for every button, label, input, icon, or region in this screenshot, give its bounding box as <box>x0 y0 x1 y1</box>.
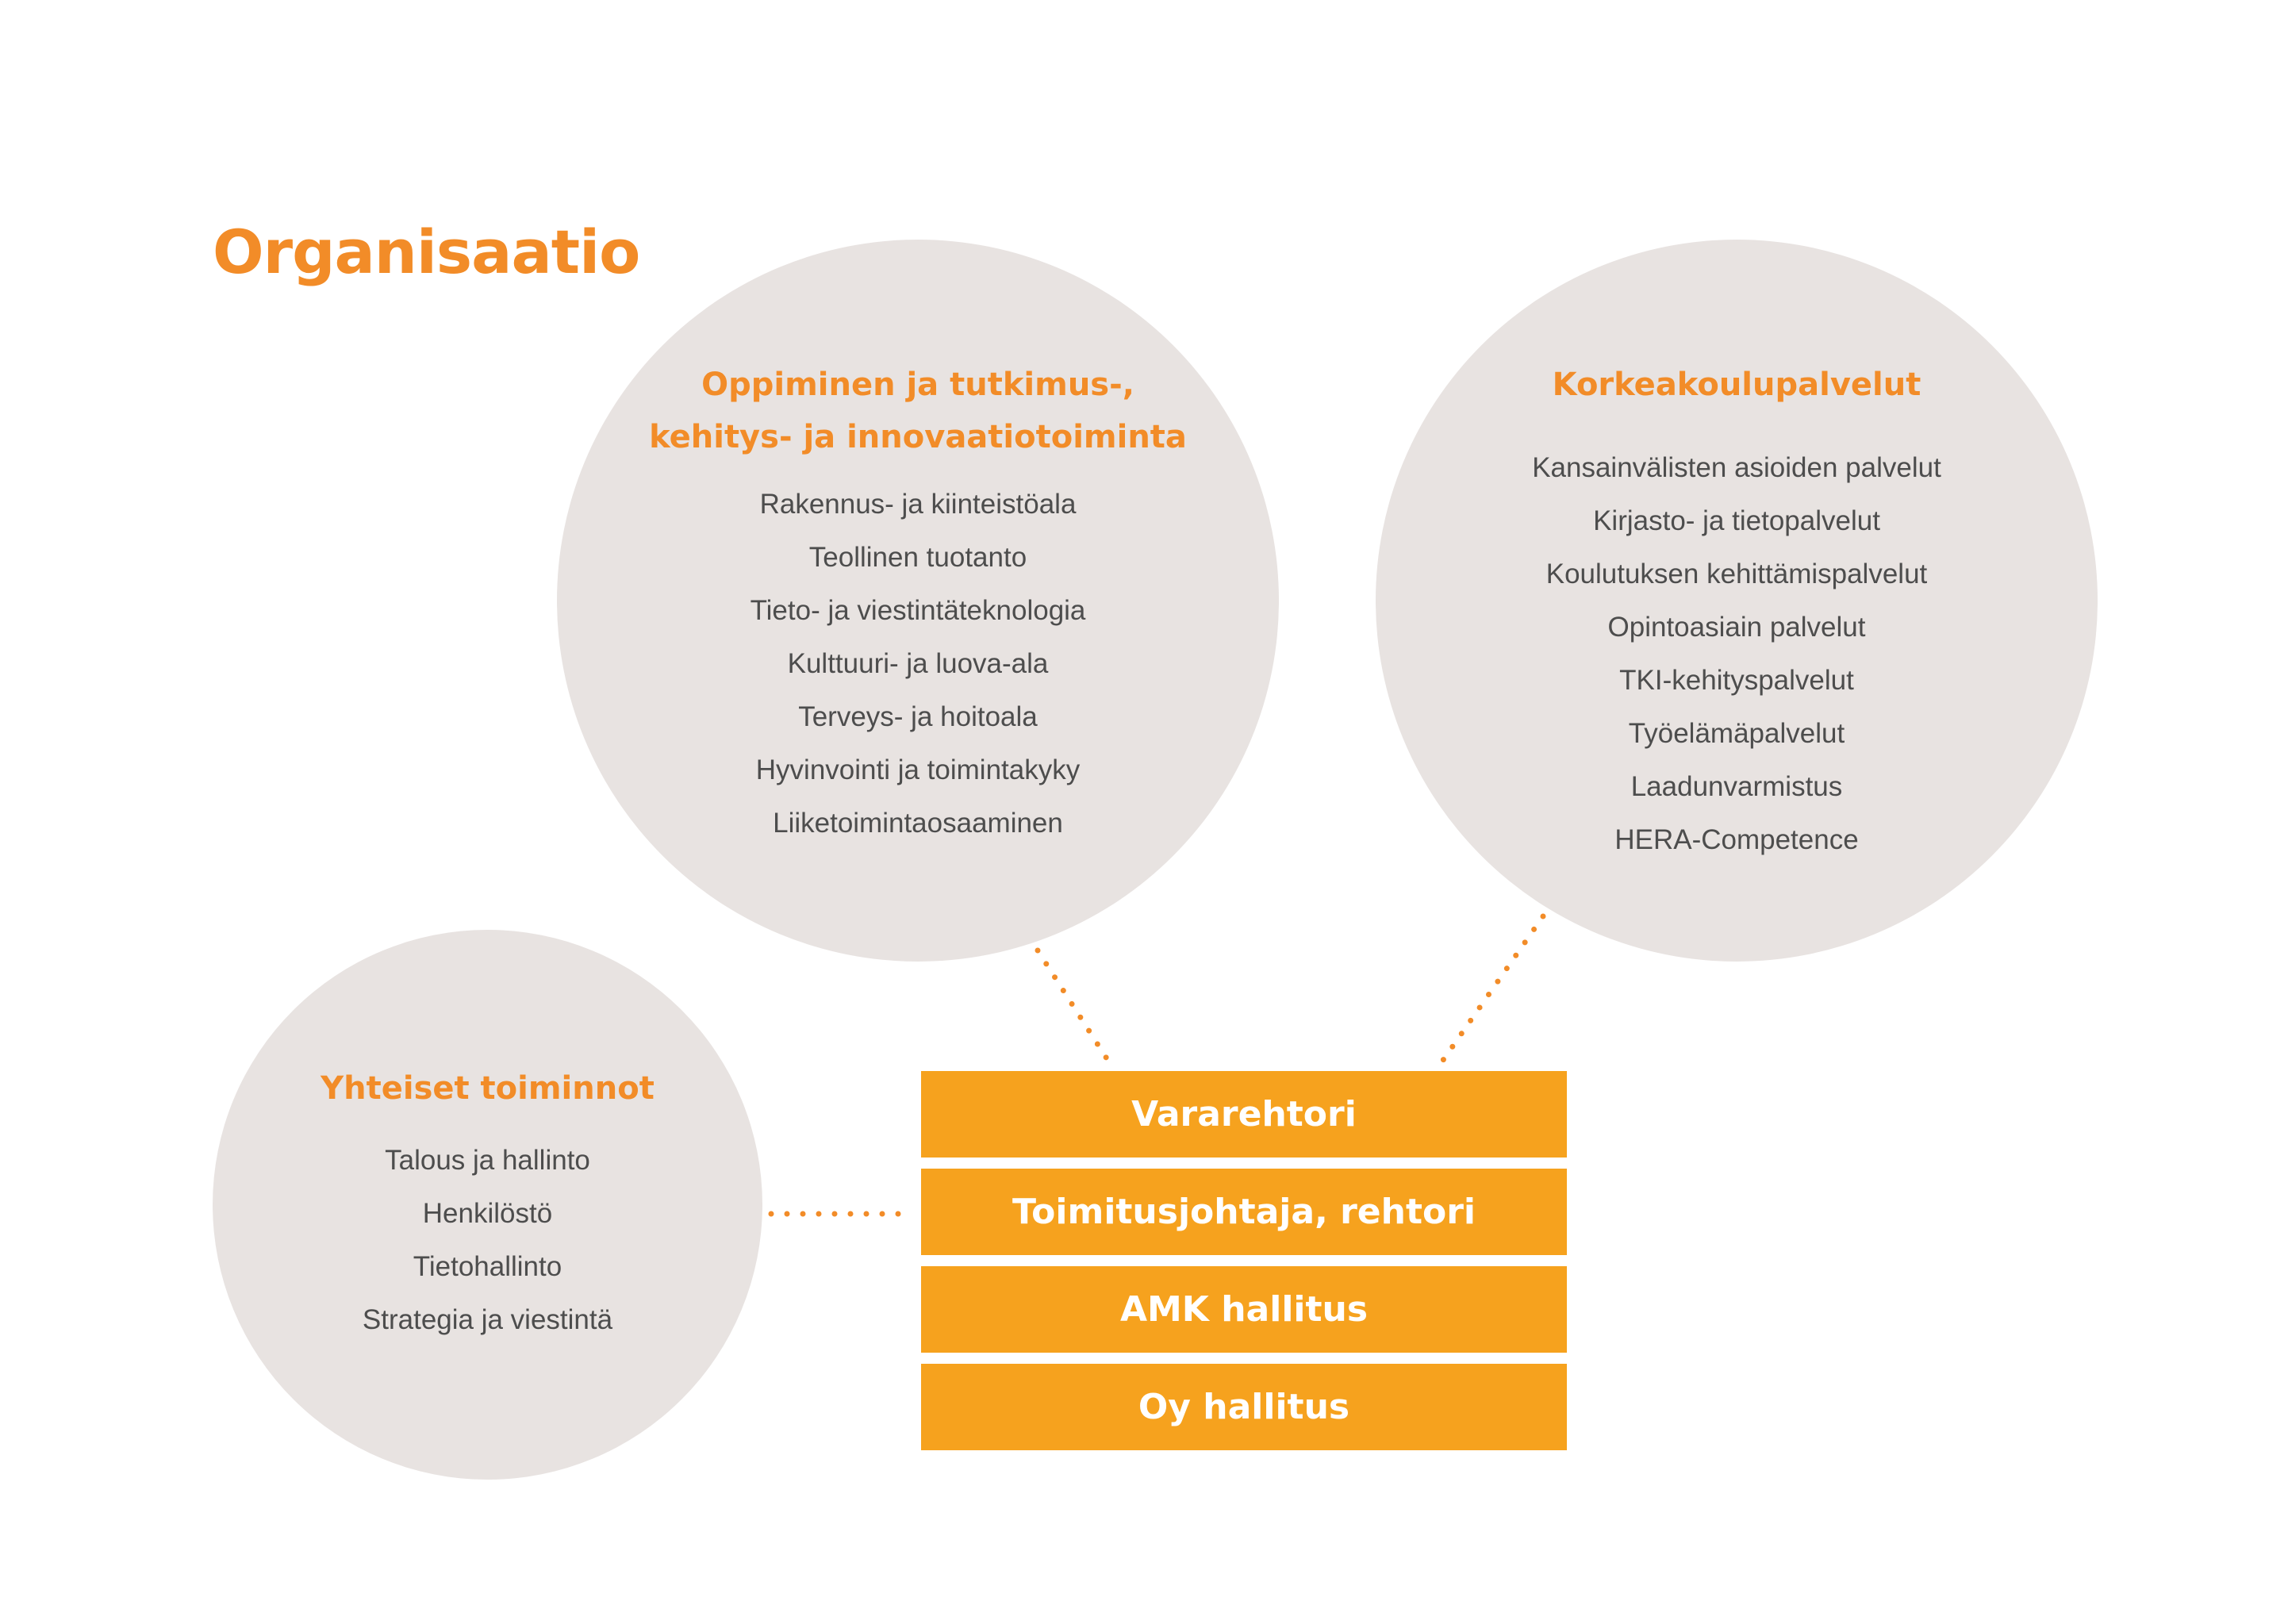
list-item: Rakennus- ja kiinteistöala <box>759 489 1077 520</box>
list-item: TKI-kehityspalvelut <box>1619 665 1854 696</box>
list-item: HERA-Competence <box>1614 824 1859 855</box>
shared-heading: Yhteiset toiminnot <box>321 1070 655 1107</box>
list-item: Kulttuuri- ja luova-ala <box>787 648 1049 679</box>
list-item: Laadunvarmistus <box>1630 771 1843 802</box>
learning-heading-line1: Oppiminen ja tutkimus-, <box>701 367 1134 403</box>
circle-shared-functions <box>213 930 762 1480</box>
list-item: Hyvinvointi ja toimintakyky <box>755 754 1081 785</box>
learning-heading-line2: kehitys- ja innovaatiotoiminta <box>649 419 1187 455</box>
circle-university-services <box>1376 240 2098 962</box>
bar-uas-board: AMK hallitus <box>921 1266 1567 1353</box>
list-item: Strategia ja viestintä <box>362 1304 613 1335</box>
list-item: Tieto- ja viestintäteknologia <box>750 595 1086 626</box>
learning-list <box>557 478 1279 850</box>
services-heading: Korkeakoulupalvelut <box>1552 367 1921 403</box>
list-item: Tietohallinto <box>413 1251 562 1282</box>
connector-learning-to-stack <box>1038 950 1111 1065</box>
list-item: Teollinen tuotanto <box>808 542 1027 573</box>
list-item: Liiketoimintaosaaminen <box>773 808 1063 839</box>
list-item: Työelämäpalvelut <box>1628 718 1845 749</box>
bar-vice-rector: Vararehtori <box>921 1071 1567 1158</box>
bar-company-board: Oy hallitus <box>921 1364 1567 1450</box>
bar-ceo-rector: Toimitusjohtaja, rehtori <box>921 1169 1567 1255</box>
list-item: Talous ja hallinto <box>385 1145 590 1176</box>
list-item: Terveys- ja hoitoala <box>798 701 1038 732</box>
list-item: Opintoasiain palvelut <box>1607 612 1866 643</box>
connector-services-to-stack <box>1440 916 1543 1065</box>
list-item: Koulutuksen kehittämispalvelut <box>1545 559 1928 589</box>
circle-learning-rdi <box>557 240 1279 962</box>
services-list <box>1376 441 2098 866</box>
list-item: Henkilöstö <box>422 1198 553 1229</box>
list-item: Kirjasto- ja tietopalvelut <box>1593 505 1880 536</box>
list-item: Kansainvälisten asioiden palvelut <box>1532 452 1941 483</box>
page-title: Organisaatio <box>213 217 640 287</box>
shared-list <box>213 1134 762 1346</box>
